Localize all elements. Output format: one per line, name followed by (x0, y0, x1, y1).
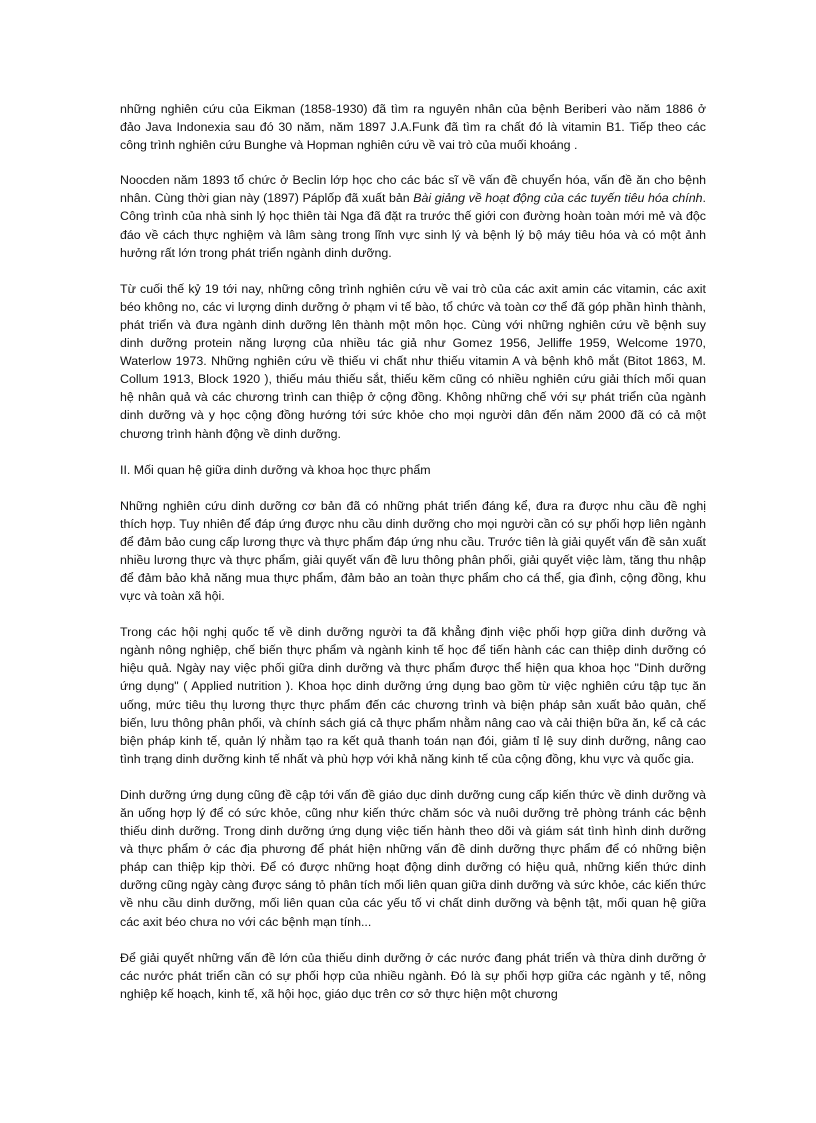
section-heading-ii: II. Mối quan hệ giữa dinh dưỡng và khoa học thực phẩm (120, 462, 431, 477)
paragraph-basic-research: Những nghiên cứu dinh dưỡng cơ bản đã có những phát triển đáng kể, đưa ra được nhu cầu đề nghị thích hợp. Tuy nhiên để đáp ứng được nhu cầu dinh dưỡng cho mọi người cần có sự phối hợp liên ngành để đảm bảo cung cấp lương thực và thực phẩm đáp ứng nhu cầu. Trước tiên là giải quyết vấn đề sản xuất nhiều lương thực và thực phẩm, giải quyết vấn đề lưu thông phân phối, giải quyết việc làm, tăng thu nhập để đảm bảo khả năng mua thực phẩm, đảm bảo an toàn thực phẩm cho cá thể, gia đình, cộng đồng, khu vực và toàn xã hội. (120, 498, 706, 604)
paragraph-applied-nutrition: Dinh dưỡng ứng dụng cũng đề cập tới vấn đề giáo dục dinh dưỡng cung cấp kiến thức về dinh dưỡng và ăn uống hợp lý để có sức khỏe, cũng như kiến thức chăm sóc và nuôi dưỡng trẻ phòng tránh các bệnh thiếu dinh dưỡng. Trong dinh dưỡng ứng dụng việc tiến hành theo dõi và giám sát tình hình dinh dưỡng và thực phẩm ở các địa phương để phát hiện những vấn đề dinh dưỡng thực phẩm để có những biện pháp can thiệp kịp thời. Để có được những hoạt động dinh dưỡng có hiệu quả, những kiến thức dinh dưỡng cũng ngày càng được sáng tỏ phân tích mối liên quan giữa dinh dưỡng và sức khỏe, các kiến thức về nhu cầu dinh dưỡng, mối liên quan của các yếu tố vi chất dinh dưỡng và bệnh tật, mối quan hệ giữa các axit béo chưa no với các bệnh mạn tính... (120, 787, 706, 929)
paragraph-noocden (120, 171, 706, 261)
paragraph-century-research: Từ cuối thế kỷ 19 tới nay, những công trình nghiên cứu về vai trò của các axit amin các vitamin, các axit béo không no, các vi lượng dinh dưỡng ở phạm vi tế bào, tổ chức và toàn cơ thể đã góp phần hình thành, phát triển và đưa ngành dinh dưỡng lên thành một môn học. Cùng với những nghiên cứu về bệnh suy dinh dưỡng protein năng lượng của nhiều tác giả như Gomez 1956, Jelliffe 1959, Welcome 1970, Waterlow 1973. Những nghiên cứu về thiếu vi chất như thiếu vitamin A và bệnh khô mắt (Bitot 1863, M. Collum 1913, Block 1920 ), thiếu máu thiếu sắt, thiếu kẽm cũng có nhiều nghiên cứu giải thích mối quan hệ nhân quả và các chương trình can thiệp ở cộng đồng. Không những chế với sự phát triển của ngành dinh dưỡng và y học cộng đồng hướng tới sức khỏe cho mọi người dân đến năm 2000 đã có cả một chương trình hành động về dinh dưỡng. (120, 281, 706, 441)
document-page (120, 100, 706, 1021)
paragraph-multisector: Để giải quyết những vấn đề lớn của thiếu dinh dưỡng ở các nước đang phát triển và thừa dinh dưỡng ở các nước phát triển cần có sự phối hợp của nhiều ngành. Đó là sự phối hợp giữa các ngành y tế, nông nghiệp kế hoạch, kinh tế, xã hội học, giáo dục trên cơ sở thực hiện một chương (120, 950, 706, 1001)
book-title-italic: Bài giảng về hoạt động của các tuyến tiêu hóa chính (413, 191, 703, 206)
paragraph-noocden-text-start: Noocden năm 1893 tổ chức ở Beclin lớp học cho các bác sĩ về vấn đề chuyển hóa, vấn đề ăn cho bệnh nhân. Cùng thời gian này (1897) Páplốp đã xuất bản (120, 173, 706, 206)
paragraph-noocden-text-end: . Công trình của nhà sinh lý học thiên tài Nga đã đặt ra trước thế giới con đường hoàn toàn mới mẻ và độc đáo về cách thực nghiệm và lâm sàng trong lĩnh vực sinh lý và bệnh lý bộ máy tiêu hóa và có một ảnh hưởng rất lớn trong phát triển ngành dinh dưỡng. (120, 191, 706, 260)
paragraph-eikman: những nghiên cứu của Eikman (1858-1930) đã tìm ra nguyên nhân của bệnh Beriberi vào năm 1886 ở đảo Java Indonexia sau đó 30 năm, năm 1897 J.A.Funk đã tìm ra chất đó là vitamin B1. Tiếp theo các công trình nghiên cứu Bunghe và Hopman nghiên cứu về vai trò của muối khoáng . (120, 102, 706, 153)
paragraph-international-conferences: Trong các hội nghị quốc tế về dinh dưỡng người ta đã khẳng định việc phối hợp giữa dinh dưỡng và ngành nông nghiệp, chế biến thực phẩm và ngành kinh tế học để tiến hành các can thiệp dinh dưỡng có hiệu quả. Ngày nay việc phối giữa dinh dưỡng và thực phẩm được thể hiện qua khoa học "Dinh dưỡng ứng dụng" ( Applied nutrition ). Khoa học dinh dưỡng ứng dụng bao gồm từ việc nghiên cứu tập tục ăn uống, mức tiêu thụ lương thực thực phẩm đến các chương trình và biện pháp sản xuất bảo quản, chế biến, lưu thông phân phối, và chính sách giá cả thực phẩm nhằm nâng cao và cải thiện bữa ăn, kể cả các biện pháp kinh tế, quản lý nhằm tạo ra kết quả thanh toán nạn đói, giảm tỉ lệ suy dinh dưỡng, nâng cao tình trạng dinh dưỡng kinh tế nhất và phù hợp với khả năng kinh tế của cộng đồng, khu vực và quốc gia. (120, 625, 706, 766)
